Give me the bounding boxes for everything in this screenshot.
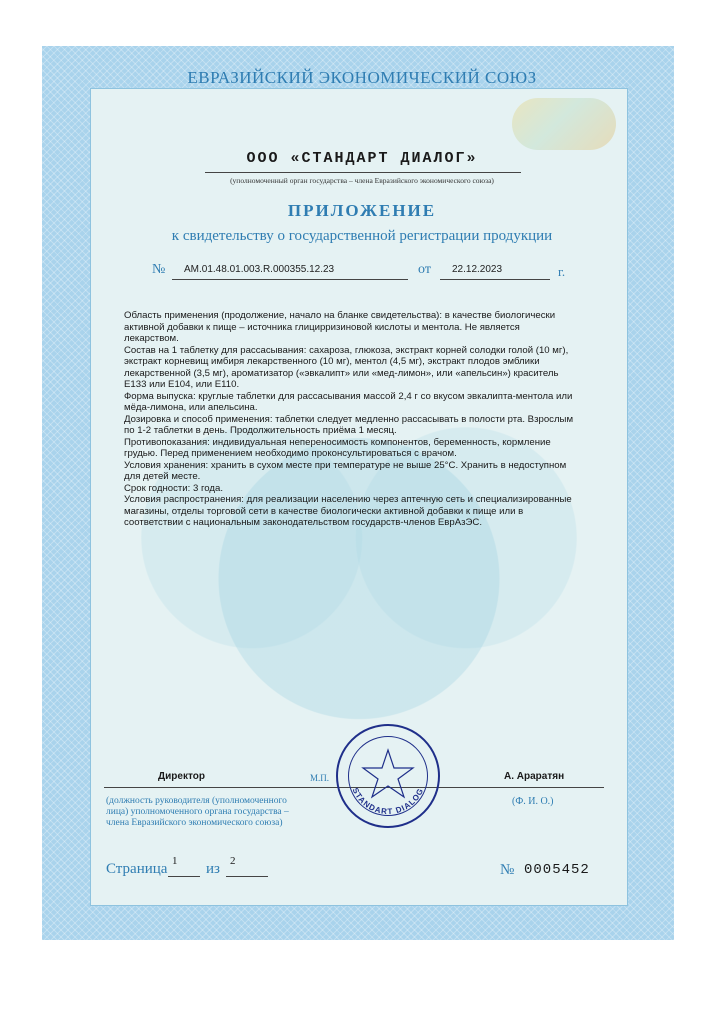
page-total-underline: [226, 876, 268, 877]
appendix-subtitle: к свидетельству о государственной регистрации продукции: [171, 228, 553, 244]
body-paragraph-shelf-life: Срок годности: 3 года.: [124, 482, 224, 494]
name-caption: (Ф. И. О.): [512, 796, 554, 807]
serial-sign: №: [500, 862, 515, 878]
certificate-body: [124, 310, 576, 529]
body-paragraph-storage: Условия хранения: хранить в сухом месте при температуре не выше 25°С. Хранить в недоступном для детей месте.: [124, 459, 567, 482]
body-paragraph-scope: Область применения (продолжение, начало на бланке свидетельства): в качестве биологически активной добавки к пище – источника глицирризиновой кислоты и ментола. Не является лекарством.: [124, 310, 556, 344]
page-current: 1: [172, 855, 178, 867]
page-label: Страница: [106, 861, 168, 877]
registration-number-underline: [172, 279, 408, 280]
position-caption: (должность руководителя (уполномоченного лица) уполномоченного органа государства – члена Евразийского экономического союза): [106, 796, 289, 828]
page-current-underline: [168, 876, 200, 877]
body-paragraph-distribution: Условия распространения: для реализации населению через аптечную сеть и специализированные магазины, отделы торговой сети в качестве биологически активной добавки к пище или в соответствии с национальным законодательством государств-членов ЕврАзЭС.: [124, 494, 572, 528]
head-name: А. Араратян: [504, 771, 565, 782]
organization-underline: [205, 172, 521, 173]
organization-seal: [336, 724, 440, 828]
page-of-label: из: [206, 861, 220, 877]
number-sign: №: [152, 262, 166, 277]
page-total: 2: [230, 855, 236, 867]
body-paragraph-form: Форма выпуска: круглые таблетки для рассасывания массой 2,4 г со вкусом эвкалипта-ментола или мёда-лимона, или апельсина.: [124, 390, 573, 413]
serial-number: 0005452: [524, 862, 590, 878]
registration-number: AM.01.48.01.003.R.000355.12.23: [184, 264, 335, 275]
union-heading: ЕВРАЗИЙСКИЙ ЭКОНОМИЧЕСКИЙ СОЮЗ: [187, 68, 537, 87]
director-position: Директор: [158, 771, 205, 782]
body-paragraph-contraindications: Противопоказания: индивидуальная непереносимость компонентов, беременность, кормление грудью. Перед применением необходимо проконсультироваться с врачом.: [124, 436, 551, 459]
registration-date-underline: [440, 279, 550, 280]
body-paragraph-dosage: Дозировка и способ применения: таблетки следует медленно рассасывать в полости рта. Взрослым по 1-2 таблетки в день. Продолжительность приёма 1 месяц.: [124, 413, 574, 436]
registration-date: 22.12.2023: [452, 264, 503, 275]
body-paragraph-composition: Состав на 1 таблетку для рассасывания: сахароза, глюкоза, экстракт корней солодки голой (10 мг), экстракт корневищ имбиря лекарственного (10 мг), ментол (4,5 мг), экстракт плодов эмблики лекарственной (3,5 мг), ароматизатор («эвкалипт» или «мед-лимон», или «апельсин») краситель Е133 или Е104, или Е110.: [124, 344, 569, 390]
stamp-label: М.П.: [310, 773, 330, 783]
appendix-title: ПРИЛОЖЕНИЕ: [287, 201, 437, 220]
year-suffix: г.: [558, 264, 566, 279]
hologram-sticker: [512, 98, 616, 150]
seal-text: STANDART DIALOG: [350, 786, 426, 817]
organization-name: ООО «СТАНДАРТ ДИАЛОГ»: [246, 150, 478, 167]
svg-text:STANDART DIALOG: [351, 786, 426, 816]
organization-caption: (уполномоченный орган государства – члена Евразийского экономического союза): [230, 176, 494, 185]
date-from-label: от: [418, 262, 431, 277]
seal-graphic: [338, 726, 438, 826]
